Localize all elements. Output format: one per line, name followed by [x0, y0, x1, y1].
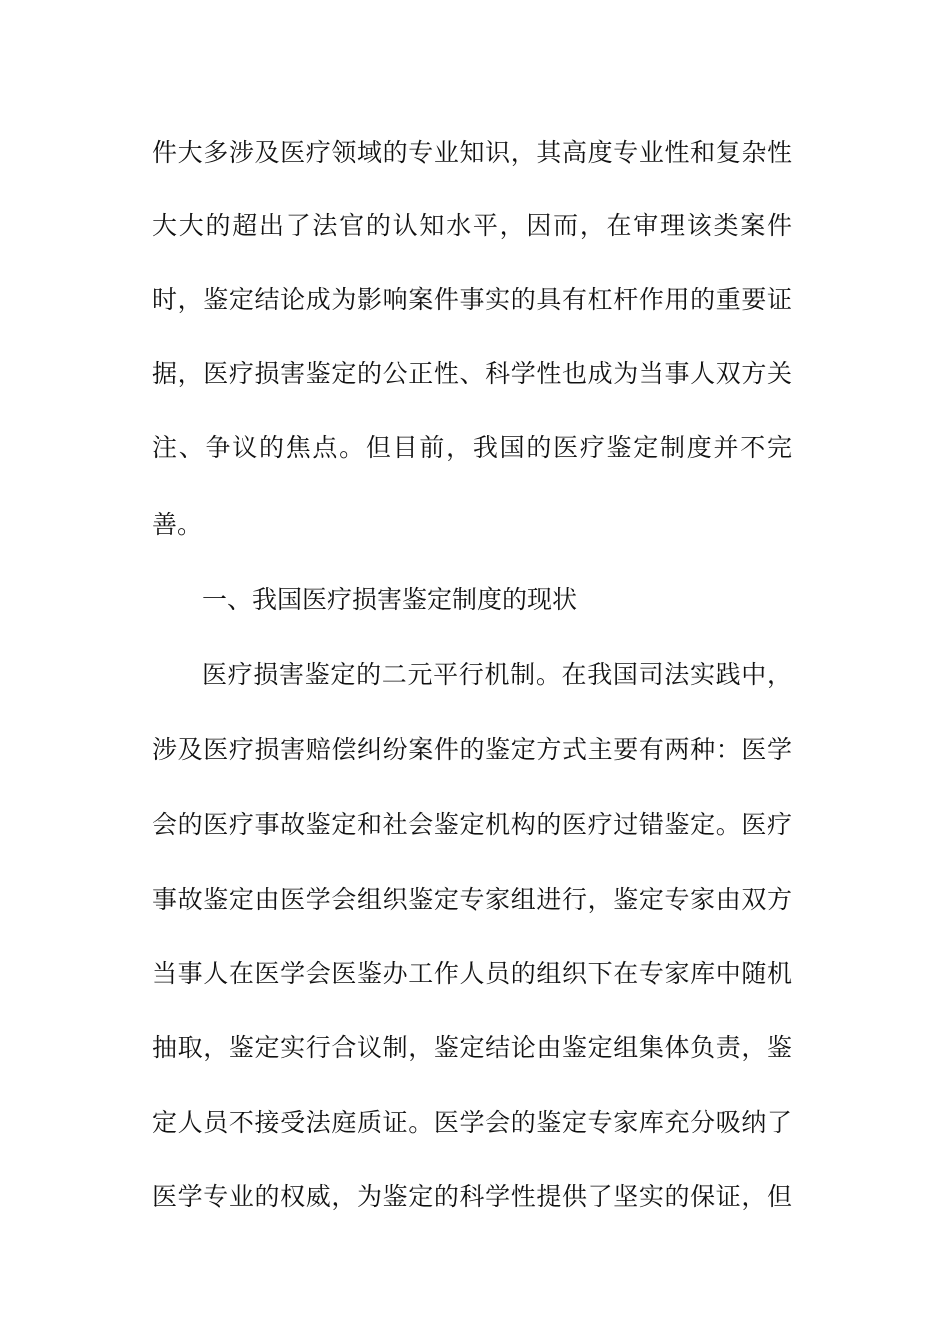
body-text-line: 注、争议的焦点。但目前，我国的医疗鉴定制度并不完 — [152, 433, 792, 462]
body-text-line: 时，鉴定结论成为影响案件事实的具有杠杆作用的重要证 — [152, 285, 792, 314]
paragraph-first-line: 医疗损害鉴定的二元平行机制。在我国司法实践中， — [202, 660, 792, 689]
body-text-line: 当事人在医学会医鉴办工作人员的组织下在专家库中随机 — [152, 959, 792, 988]
body-text-line: 大大的超出了法官的认知水平，因而，在审理该类案件 — [152, 211, 792, 240]
body-text-line: 抽取，鉴定实行合议制，鉴定结论由鉴定组集体负责，鉴 — [152, 1033, 792, 1062]
body-text-line: 定人员不接受法庭质证。医学会的鉴定专家库充分吸纳了 — [152, 1108, 792, 1137]
body-text-line: 涉及医疗损害赔偿纠纷案件的鉴定方式主要有两种：医学 — [152, 735, 792, 764]
section-heading: 一、我国医疗损害鉴定制度的现状 — [202, 585, 578, 614]
body-text-line: 会的医疗事故鉴定和社会鉴定机构的医疗过错鉴定。医疗 — [152, 810, 792, 839]
body-text-line: 善。 — [152, 510, 203, 539]
body-text-line: 事故鉴定由医学会组织鉴定专家组进行，鉴定专家由双方 — [152, 885, 792, 914]
body-text-line: 据，医疗损害鉴定的公正性、科学性也成为当事人双方关 — [152, 359, 792, 388]
body-text-line: 件大多涉及医疗领域的专业知识，其高度专业性和复杂性 — [152, 138, 792, 167]
body-text-line: 医学专业的权威，为鉴定的科学性提供了坚实的保证，但 — [152, 1182, 792, 1211]
